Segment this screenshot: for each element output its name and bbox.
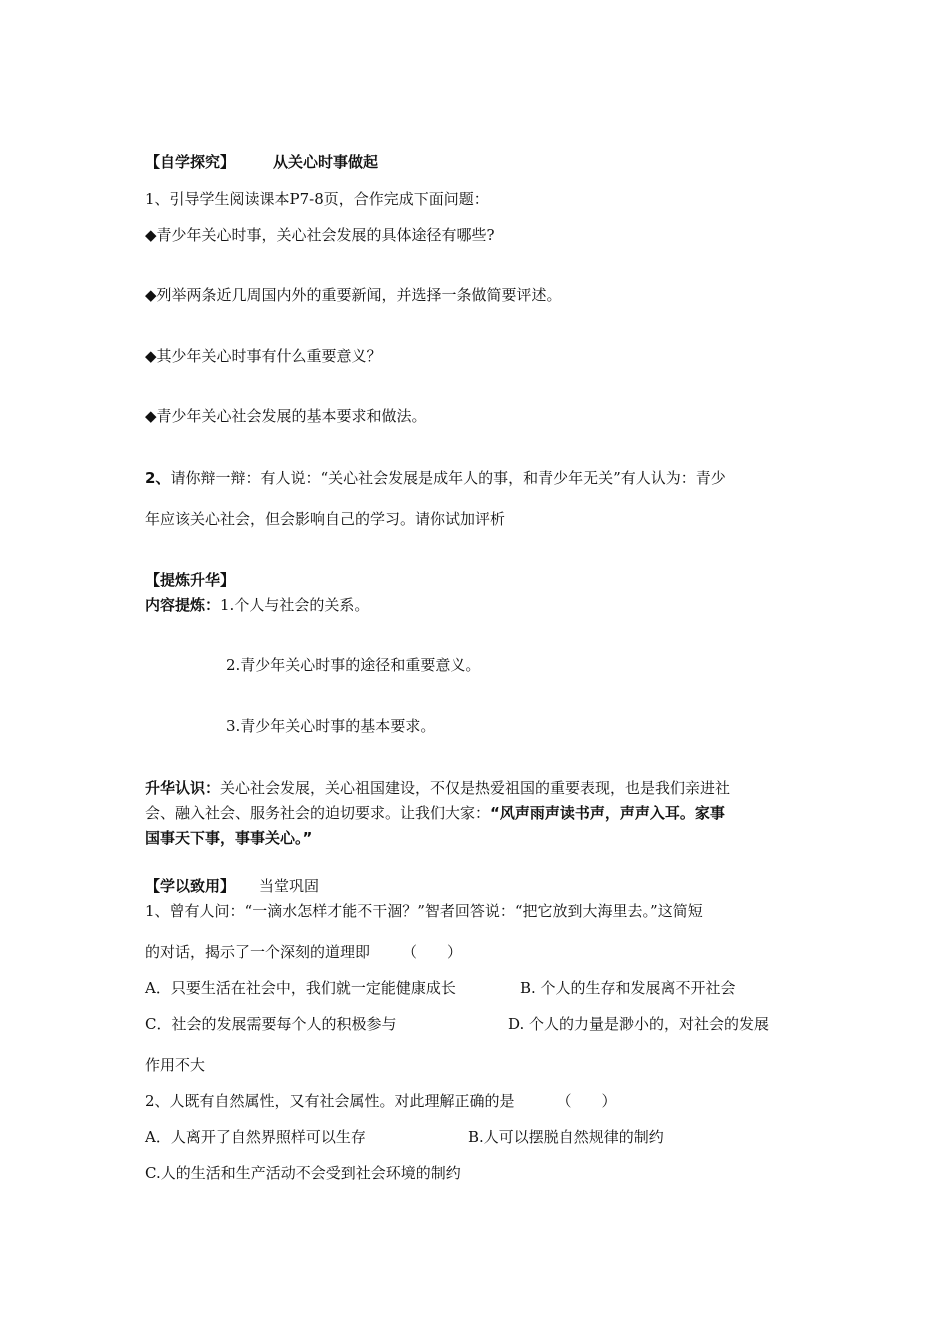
insight-text: 关心社会发展，关心祖国建设，不仅是热爱祖国的重要表现，也是我们亲进社 [220,779,731,797]
self-study-question-1: 1、引导学生阅读课本P7-8页，合作完成下面问题： [145,190,489,208]
bullet-item: ◆列举两条近几周国内外的重要新闻，并选择一条做简要评述。 [145,286,562,304]
content-summary-line [145,595,369,615]
option-d-continued: 作用不大 [145,1056,206,1074]
option-a: A．只要生活在社会中，我们就一定能健康成长 [145,979,456,997]
summary-heading: 【提炼升华】 [145,571,236,589]
insight-quote-line-3: 国事天下事，事事关心。” [145,829,313,847]
option-b: B. 个人的生存和发展离不开社会 [520,979,736,997]
practice-heading-line [145,876,319,896]
practice-subtitle: 当堂巩固 [259,877,320,895]
insight-text: 会、融入社会、服务社会的迫切要求。让我们大家： [145,804,491,822]
self-study-question-2-line-2: 年应该关心社会，但会影响自己的学习。请你试加评析 [145,510,506,528]
option-b: B.人可以摆脱自然规律的制约 [468,1128,664,1146]
bullet-item: ◆青少年关心时事，关心社会发展的具体途径有哪些? [145,226,495,244]
summary-point: 1.个人与社会的关系。 [220,596,370,614]
summary-point: 2.青少年关心时事的途径和重要意义。 [226,656,481,674]
question-number: 2、 [145,469,171,487]
self-study-question-2-line-1 [145,468,726,488]
insight-line-2 [145,803,725,823]
bullet-item: ◆其少年关心时事有什么重要意义？ [145,347,382,365]
self-study-heading-line [145,152,378,172]
practice-question-1-line-1: 1、曾有人问：“一滴水怎样才能不干涸？”智者回答说：“把它放到大海里去。”这简短 [145,902,703,920]
self-study-subtitle: 从关心时事做起 [273,153,379,171]
insight-label: 升华认识： [145,779,221,797]
bullet-item: ◆青少年关心社会发展的基本要求和做法。 [145,407,427,425]
question-text: 2、人既有自然属性，又有社会属性。对此理解正确的是 [145,1092,515,1110]
practice-question-1-line-2 [145,942,462,962]
question-text: 请你辩一辩：有人说：“关心社会发展是成年人的事，和青少年无关”有人认为：青少 [170,469,726,487]
option-c: C.人的生活和生产活动不会受到社会环境的制约 [145,1164,461,1182]
option-a: A．人离开了自然界照样可以生存 [145,1128,366,1146]
insight-line-1 [145,778,730,798]
insight-quote: “风声雨声读书声，声声入耳。家事 [490,804,725,822]
practice-heading: 【学以致用】 [145,877,236,895]
option-d: D. 个人的力量是渺小的，对社会的发展 [508,1015,770,1033]
self-study-heading: 【自学探究】 [145,153,236,171]
practice-question-2-line [145,1091,617,1111]
summary-point: 3.青少年关心时事的基本要求。 [226,717,436,735]
answer-bracket: （ ） [402,943,463,961]
question-text: 的对话，揭示了一个深刻的道理即 [145,943,371,961]
answer-bracket: （ ） [556,1092,617,1110]
option-c: C．社会的发展需要每个人的积极参与 [145,1015,397,1033]
content-summary-label: 内容提炼： [145,596,221,614]
